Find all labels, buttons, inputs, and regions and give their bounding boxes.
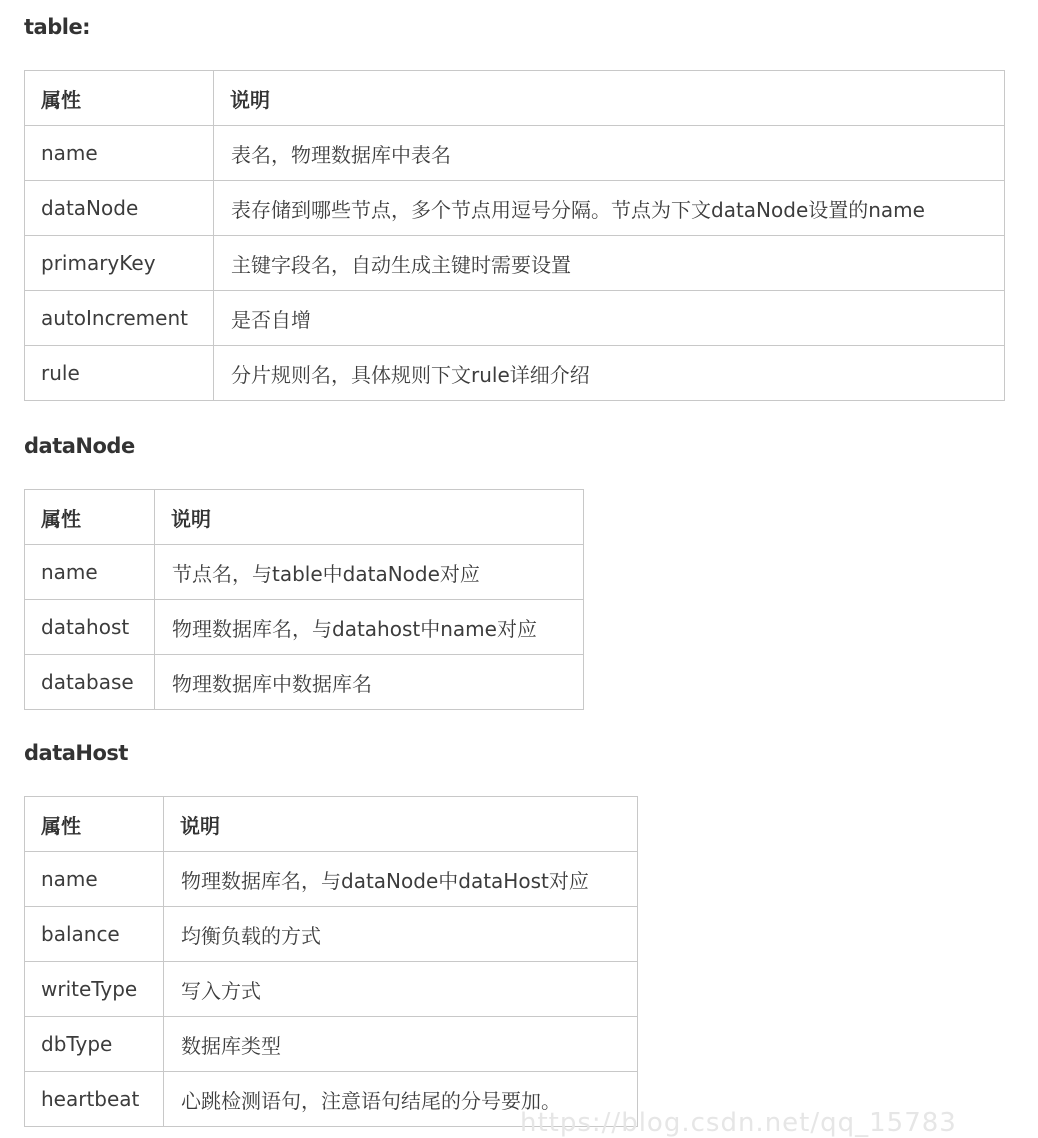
table-row xyxy=(25,600,584,655)
section-title-datanode: dataNode xyxy=(24,434,135,458)
header-attribute: 属性 xyxy=(25,797,164,852)
attribute-name: balance xyxy=(25,907,164,962)
attribute-name: rule xyxy=(25,346,214,401)
attribute-name: writeType xyxy=(25,962,164,1017)
datahost-attributes-table xyxy=(24,796,638,1127)
section-title-table: table: xyxy=(24,15,91,39)
attribute-description: 是否自增 xyxy=(214,291,1005,346)
section-title-datahost: dataHost xyxy=(24,741,128,765)
table-attributes-table xyxy=(24,70,1005,401)
attribute-name: dbType xyxy=(25,1017,164,1072)
header-attribute: 属性 xyxy=(25,490,155,545)
table-row xyxy=(25,962,638,1017)
attribute-description: 物理数据库名，与datahost中name对应 xyxy=(155,600,584,655)
attribute-description: 物理数据库名，与dataNode中dataHost对应 xyxy=(164,852,638,907)
table-row xyxy=(25,291,1005,346)
attribute-name: name xyxy=(25,852,164,907)
attribute-description: 表存储到哪些节点，多个节点用逗号分隔。节点为下文dataNode设置的name xyxy=(214,181,1005,236)
watermark: https://blog.csdn.net/qq_15783 xyxy=(520,1108,957,1138)
table-row xyxy=(25,852,638,907)
attribute-description: 写入方式 xyxy=(164,962,638,1017)
table-row xyxy=(25,655,584,710)
attribute-description: 均衡负载的方式 xyxy=(164,907,638,962)
attribute-name: name xyxy=(25,126,214,181)
attribute-description: 节点名，与table中dataNode对应 xyxy=(155,545,584,600)
table-header-row xyxy=(25,71,1005,126)
attribute-description: 数据库类型 xyxy=(164,1017,638,1072)
attribute-name: database xyxy=(25,655,155,710)
table-row xyxy=(25,1017,638,1072)
attribute-name: name xyxy=(25,545,155,600)
header-description: 说明 xyxy=(164,797,638,852)
table-row xyxy=(25,545,584,600)
header-attribute: 属性 xyxy=(25,71,214,126)
table-row xyxy=(25,907,638,962)
header-description: 说明 xyxy=(155,490,584,545)
attribute-name: dataNode xyxy=(25,181,214,236)
header-description: 说明 xyxy=(214,71,1005,126)
table-header-row xyxy=(25,490,584,545)
table-row xyxy=(25,346,1005,401)
datanode-attributes-table xyxy=(24,489,584,710)
table-row xyxy=(25,126,1005,181)
table-row xyxy=(25,236,1005,291)
attribute-description: 物理数据库中数据库名 xyxy=(155,655,584,710)
attribute-name: heartbeat xyxy=(25,1072,164,1127)
attribute-description: 分片规则名，具体规则下文rule详细介绍 xyxy=(214,346,1005,401)
attribute-description: 表名，物理数据库中表名 xyxy=(214,126,1005,181)
attribute-name: primaryKey xyxy=(25,236,214,291)
attribute-name: datahost xyxy=(25,600,155,655)
attribute-name: autoIncrement xyxy=(25,291,214,346)
table-row xyxy=(25,181,1005,236)
attribute-description: 主键字段名，自动生成主键时需要设置 xyxy=(214,236,1005,291)
table-header-row xyxy=(25,797,638,852)
attribute-description: 心跳检测语句，注意语句结尾的分号要加。 xyxy=(164,1072,638,1127)
